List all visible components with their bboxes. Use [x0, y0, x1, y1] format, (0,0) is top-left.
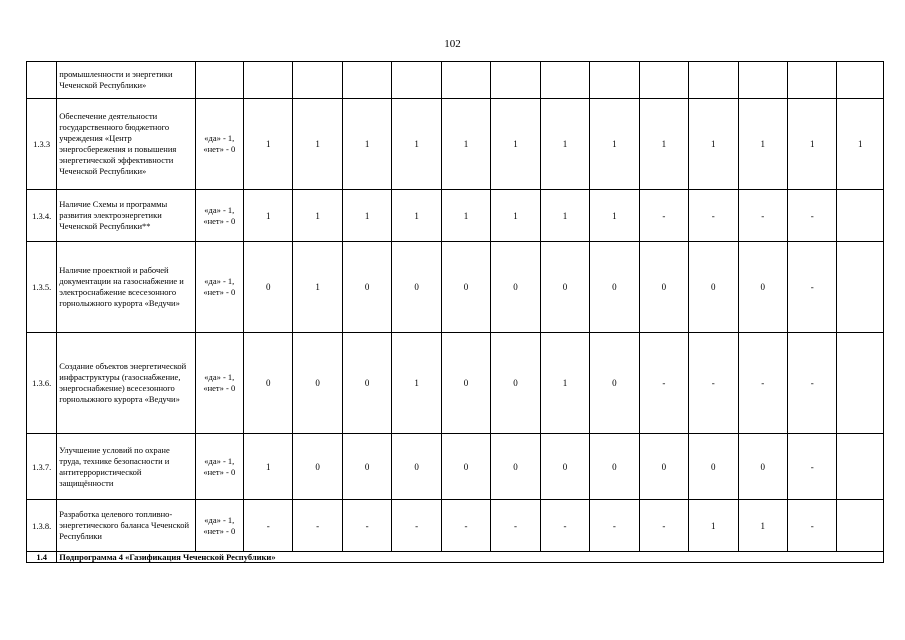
value-cell: - — [787, 500, 836, 552]
value-cell: 1 — [491, 99, 540, 190]
indicator-name: Наличие Схемы и программы развития электроэнергетики Чеченской Республики** — [57, 190, 195, 242]
unit-cell — [195, 62, 243, 99]
unit-cell: «да» - 1, «нет» - 0 — [195, 500, 243, 552]
value-cell: 1 — [293, 190, 342, 242]
value-cell — [837, 500, 884, 552]
value-cell — [837, 190, 884, 242]
value-cell — [540, 62, 589, 99]
value-cell: 0 — [293, 434, 342, 500]
value-cell: 0 — [689, 434, 738, 500]
unit-cell: «да» - 1, «нет» - 0 — [195, 434, 243, 500]
value-cell — [639, 62, 688, 99]
value-cell: 0 — [738, 242, 787, 333]
subprogram-title: Подпрограмма 4 «Газификация Чеченской Республики» — [57, 552, 884, 563]
value-cell — [787, 62, 836, 99]
value-cell — [837, 62, 884, 99]
indicator-name: Улучшение условий по охране труда, технике безопасности и антитеррористической защищённости — [57, 434, 195, 500]
value-cell: - — [491, 500, 540, 552]
value-cell: 0 — [639, 242, 688, 333]
value-cell: 1 — [590, 190, 639, 242]
value-cell: 1 — [787, 99, 836, 190]
value-cell — [441, 62, 490, 99]
table-body — [27, 62, 884, 563]
value-cell: 0 — [590, 333, 639, 434]
value-cell: 1 — [342, 99, 391, 190]
value-cell — [738, 62, 787, 99]
value-cell: 0 — [342, 242, 391, 333]
value-cell: 0 — [540, 242, 589, 333]
value-cell: 0 — [244, 333, 293, 434]
value-cell: - — [590, 500, 639, 552]
value-cell: 1 — [738, 99, 787, 190]
value-cell: - — [787, 434, 836, 500]
value-cell: 0 — [590, 434, 639, 500]
value-cell: 1 — [441, 190, 490, 242]
value-cell — [244, 62, 293, 99]
value-cell: 1 — [738, 500, 787, 552]
value-cell: 0 — [342, 333, 391, 434]
table-row — [27, 242, 884, 333]
table-row — [27, 500, 884, 552]
value-cell: 1 — [342, 190, 391, 242]
value-cell: 1 — [293, 242, 342, 333]
value-cell: 0 — [441, 333, 490, 434]
value-cell: - — [639, 500, 688, 552]
unit-cell: «да» - 1, «нет» - 0 — [195, 190, 243, 242]
row-number — [27, 62, 57, 99]
value-cell: 1 — [689, 500, 738, 552]
value-cell: - — [244, 500, 293, 552]
indicator-name: Создание объектов энергетической инфраструктуры (газоснабжение, энергоснабжение) всесезонного горнолыжного курорта «Ведучи» — [57, 333, 195, 434]
row-number: 1.3.3 — [27, 99, 57, 190]
value-cell: 0 — [491, 242, 540, 333]
indicator-name: Разработка целевого топливно-энергетического баланса Чеченской Республики — [57, 500, 195, 552]
value-cell: - — [689, 190, 738, 242]
value-cell: 0 — [540, 434, 589, 500]
value-cell — [837, 242, 884, 333]
value-cell: - — [540, 500, 589, 552]
indicator-name: промышленности и энергетики Чеченской Республики» — [57, 62, 195, 99]
value-cell — [491, 62, 540, 99]
value-cell — [392, 62, 441, 99]
value-cell — [342, 62, 391, 99]
value-cell: 0 — [491, 434, 540, 500]
table-row — [27, 62, 884, 99]
value-cell: - — [787, 190, 836, 242]
value-cell: 1 — [244, 434, 293, 500]
page-number: 102 — [444, 38, 461, 50]
subprogram-row — [27, 552, 884, 563]
table-row — [27, 99, 884, 190]
indicator-name: Наличие проектной и рабочей документации на газоснабжение и электроснабжение всесезонного горнолыжного курорта «Ведучи» — [57, 242, 195, 333]
value-cell: 1 — [441, 99, 490, 190]
row-number: 1.3.8. — [27, 500, 57, 552]
value-cell: 0 — [491, 333, 540, 434]
value-cell: 0 — [293, 333, 342, 434]
value-cell: 0 — [689, 242, 738, 333]
value-cell: - — [738, 190, 787, 242]
table-row — [27, 434, 884, 500]
value-cell: - — [787, 242, 836, 333]
value-cell: - — [689, 333, 738, 434]
value-cell: 1 — [491, 190, 540, 242]
value-cell: 1 — [392, 190, 441, 242]
value-cell: 0 — [342, 434, 391, 500]
value-cell: 0 — [590, 242, 639, 333]
unit-cell: «да» - 1, «нет» - 0 — [195, 99, 243, 190]
value-cell — [837, 333, 884, 434]
row-number: 1.3.5. — [27, 242, 57, 333]
value-cell: - — [639, 333, 688, 434]
value-cell: 0 — [738, 434, 787, 500]
row-number: 1.3.7. — [27, 434, 57, 500]
value-cell: 1 — [540, 190, 589, 242]
value-cell: - — [441, 500, 490, 552]
row-number: 1.3.6. — [27, 333, 57, 434]
value-cell: 1 — [540, 333, 589, 434]
subprogram-number: 1.4 — [27, 552, 57, 563]
table-row — [27, 333, 884, 434]
value-cell: 1 — [244, 190, 293, 242]
value-cell: 0 — [392, 434, 441, 500]
value-cell: 1 — [590, 99, 639, 190]
value-cell: 1 — [689, 99, 738, 190]
value-cell — [590, 62, 639, 99]
unit-cell: «да» - 1, «нет» - 0 — [195, 333, 243, 434]
value-cell: 1 — [244, 99, 293, 190]
value-cell: - — [787, 333, 836, 434]
indicators-table — [26, 61, 884, 563]
value-cell: - — [342, 500, 391, 552]
value-cell — [837, 434, 884, 500]
value-cell: 1 — [392, 99, 441, 190]
value-cell: - — [392, 500, 441, 552]
value-cell: - — [738, 333, 787, 434]
value-cell: 0 — [441, 242, 490, 333]
value-cell: 1 — [639, 99, 688, 190]
value-cell: 0 — [639, 434, 688, 500]
value-cell: 1 — [837, 99, 884, 190]
value-cell: - — [293, 500, 342, 552]
value-cell — [293, 62, 342, 99]
value-cell: 0 — [441, 434, 490, 500]
value-cell — [689, 62, 738, 99]
value-cell: 1 — [293, 99, 342, 190]
value-cell: - — [639, 190, 688, 242]
indicator-name: Обеспечение деятельности государственного бюджетного учреждения «Центр энергосбережения и повышения энергетической эффективности Чеченской Республики» — [57, 99, 195, 190]
table-row — [27, 190, 884, 242]
unit-cell: «да» - 1, «нет» - 0 — [195, 242, 243, 333]
value-cell: 0 — [392, 242, 441, 333]
value-cell: 1 — [540, 99, 589, 190]
row-number: 1.3.4. — [27, 190, 57, 242]
value-cell: 0 — [244, 242, 293, 333]
value-cell: 1 — [392, 333, 441, 434]
